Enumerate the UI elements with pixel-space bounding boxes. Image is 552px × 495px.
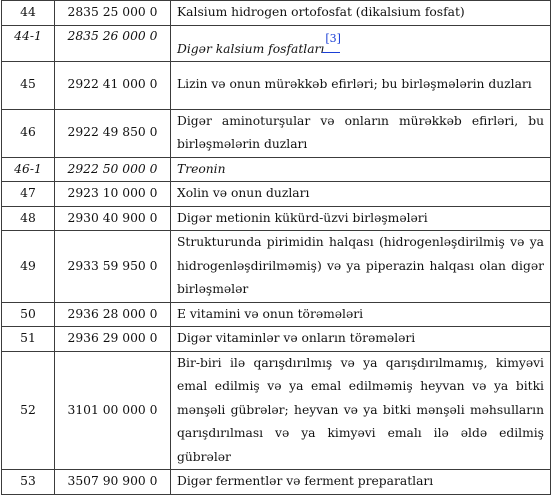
commodity-code: 2933 59 950 0: [55, 231, 171, 303]
table-row: [2, 351, 551, 470]
commodity-code: 2835 26 000 0: [55, 25, 171, 61]
commodity-description: Digər aminoturşular və onların mürəkkəb efirləri, bu birləşmələrin duzları: [171, 109, 551, 157]
commodity-code: 2922 50 000 0: [55, 157, 171, 182]
table-row: [2, 302, 551, 327]
footnote-underline: [322, 52, 340, 53]
table-row: [2, 206, 551, 231]
row-number: 44: [2, 1, 55, 26]
table-row: [2, 470, 551, 495]
table-row: [2, 1, 551, 26]
table-row: [2, 157, 551, 182]
commodity-description: Digər fermentlər və ferment preparatları: [171, 470, 551, 495]
commodity-code: 2923 10 000 0: [55, 182, 171, 207]
commodity-description: Bir-biri ilə qarışdırılmış və ya qarışdırılmamış, kimyəvi emal edilmiş və ya emal edilməmiş heyvan və ya bitki mənşəli gübrələr; heyvan və ya bitki mənşəli məhsulların qarışdırılması və ya kimyəvi emalı ilə əldə edilmiş gübrələr: [171, 351, 551, 470]
table-row: [2, 109, 551, 157]
commodity-description: Digər metionin kükürd-üzvi birləşmələri: [171, 206, 551, 231]
commodity-code: 2922 49 850 0: [55, 109, 171, 157]
row-number: 48: [2, 206, 55, 231]
row-number: 53: [2, 470, 55, 495]
commodity-code: 2936 28 000 0: [55, 302, 171, 327]
commodity-code: 3101 00 000 0: [55, 351, 171, 470]
row-number: 46: [2, 109, 55, 157]
row-number: 51: [2, 327, 55, 352]
row-number: 50: [2, 302, 55, 327]
row-number: 52: [2, 351, 55, 470]
commodity-description-cell: [171, 25, 551, 61]
footnote-reference-link[interactable]: [3]: [325, 31, 341, 45]
commodity-description: Digər kalsium fosfatları: [177, 41, 325, 56]
row-number: 47: [2, 182, 55, 207]
tariff-code-table: [1, 0, 551, 495]
row-number: 49: [2, 231, 55, 303]
row-number: 44-1: [2, 25, 55, 61]
commodity-description: Strukturunda pirimidin halqası (hidrogenləşdirilmiş və ya hidrogenləşdirilməmiş) və ya piperazin halqası olan digər birləşmələr: [171, 231, 551, 303]
commodity-code: 3507 90 900 0: [55, 470, 171, 495]
commodity-description: E vitamini və onun törəmələri: [171, 302, 551, 327]
row-number: 45: [2, 61, 55, 109]
commodity-description: Digər vitaminlər və onların törəmələri: [171, 327, 551, 352]
commodity-code: 2936 29 000 0: [55, 327, 171, 352]
row-number: 46-1: [2, 157, 55, 182]
commodity-code: 2922 41 000 0: [55, 61, 171, 109]
table-row: [2, 327, 551, 352]
table-row: [2, 182, 551, 207]
commodity-description: Lizin və onun mürəkkəb efirləri; bu birləşmələrin duzları: [171, 61, 551, 109]
table-row: [2, 231, 551, 303]
commodity-description: Xolin və onun duzları: [171, 182, 551, 207]
commodity-code: 2835 25 000 0: [55, 1, 171, 26]
table-row: [2, 25, 551, 61]
table-row: [2, 61, 551, 109]
commodity-description: Kalsium hidrogen ortofosfat (dikalsium fosfat): [171, 1, 551, 26]
commodity-code: 2930 40 900 0: [55, 206, 171, 231]
commodity-description: Treonin: [171, 157, 551, 182]
